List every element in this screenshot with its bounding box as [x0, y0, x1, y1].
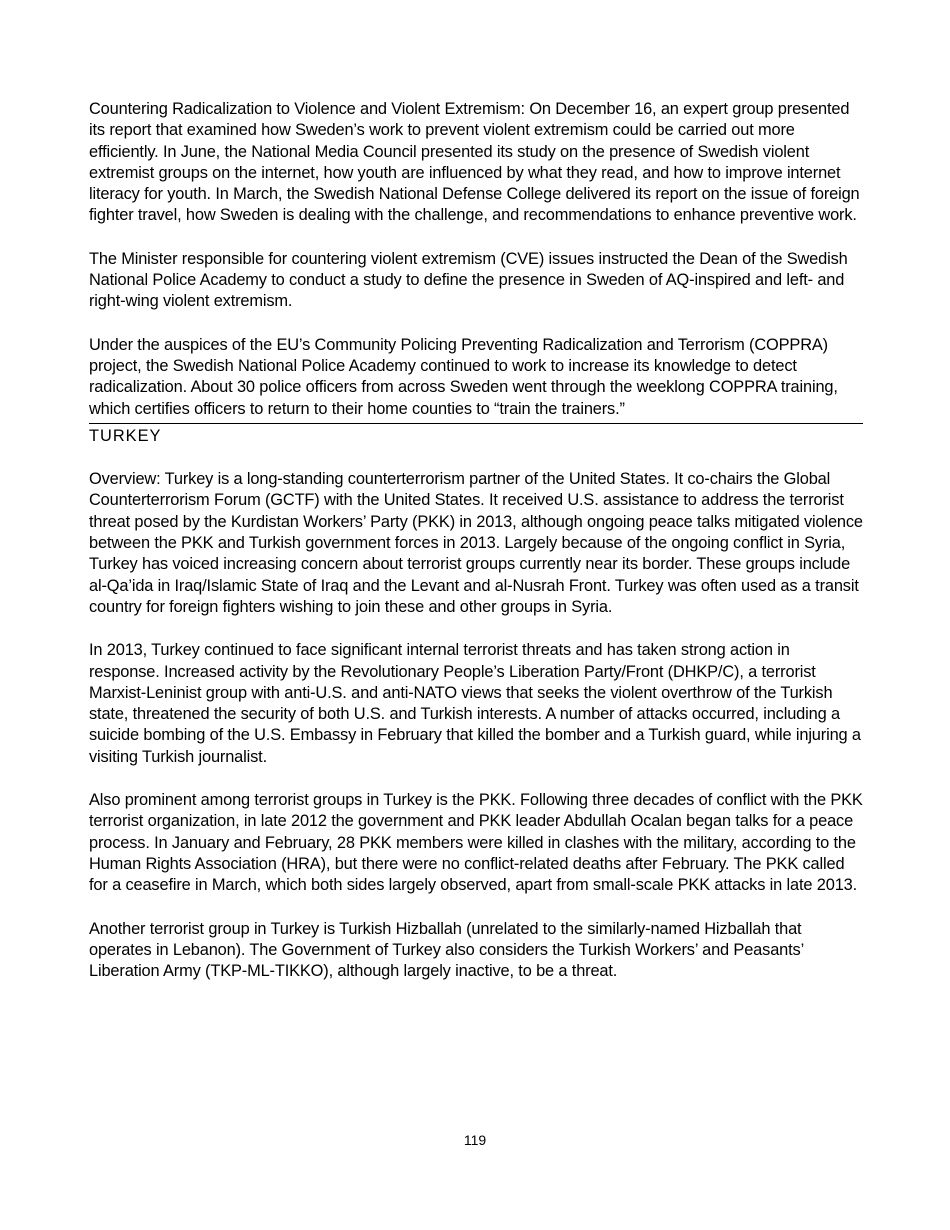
- page-number: 119: [463, 1132, 487, 1148]
- paragraph-turkey-overview: Overview: Turkey is a long-standing counterterrorism partner of the United States. It co-chairs the Global Counterterrorism Forum (GCTF) with the United States. It received U.S. assistance to address the terrorist threat posed by the Kurdistan Workers’ Party (PKK) in 2013, although ongoing peace talks mitigated violence between the PKK and Turkish government forces in 2013. Largely because of the ongoing conflict in Syria, Turkey has voiced increasing concern about terrorist groups currently near its border. These groups include al-Qa’ida in Iraq/Islamic State of Iraq and the Levant and al-Nusrah Front. Turkey was often used as a transit country for foreign fighters wishing to join these and other groups in Syria.: [89, 470, 863, 616]
- paragraph-turkey-pkk: Also prominent among terrorist groups in Turkey is the PKK. Following three decades of conflict with the PKK terrorist organization, in late 2012 the government and PKK leader Abdullah Ocalan began talks for a peace process. In January and February, 28 PKK members were killed in clashes with the military, according to the Human Rights Association (HRA), but there were no conflict-related deaths after February. The PKK called for a ceasefire in March, which both sides largely observed, apart from small-scale PKK attacks in late 2013.: [89, 791, 863, 895]
- paragraph-turkey-hizballah: Another terrorist group in Turkey is Turkish Hizballah (unrelated to the similarly-named Hizballah that operates in Lebanon). The Government of Turkey also considers the Turkish Workers’ and Peasants’ Liberation Army (TKP-ML-TIKKO), although largely inactive, to be a threat.: [89, 919, 804, 981]
- document-page: [89, 99, 863, 1004]
- section-divider: [89, 423, 863, 447]
- paragraph-countering-radicalization: Countering Radicalization to Violence and Violent Extremism: On December 16, an expert group presented its report that examined how Sweden’s work to prevent violent extremism could be carried out more efficiently. In June, the National Media Council presented its study on the presence of Swedish violent extremist groups on the internet, how youth are influenced by what they read, and how to improve internet literacy for youth. In March, the Swedish National Defense College delivered its report on the issue of foreign fighter travel, how Sweden is dealing with the challenge, and recommendations to enhance preventive work.: [89, 100, 860, 225]
- paragraph-coppra: Under the auspices of the EU’s Community Policing Preventing Radicalization and Terrorism (COPPRA) project, the Swedish National Police Academy continued to work to increase its knowledge to detect radicalization. About 30 police officers from across Sweden went through the weeklong COPPRA training, which certifies officers to return to their home counties to “train the trainers.”: [89, 335, 838, 418]
- paragraph-turkey-2013: In 2013, Turkey continued to face significant internal terrorist threats and has taken strong action in response. Increased activity by the Revolutionary People’s Liberation Party/Front (DHKP/C), a terrorist Marxist-Leninist group with anti-U.S. and anti-NATO views that seeks the violent overthrow of the Turkish state, threatened the security of both U.S. and Turkish interests. A number of attacks occurred, including a suicide bombing of the U.S. Embassy in February that killed the bomber and a Turkish guard, while injuring a visiting Turkish journalist.: [89, 641, 861, 766]
- section-heading-turkey: TURKEY: [89, 426, 162, 445]
- paragraph-cve-minister: The Minister responsible for countering violent extremism (CVE) issues instructed the Dean of the Swedish National Police Academy to conduct a study to define the presence in Sweden of AQ-inspired and left- and right-wing violent extremism.: [89, 249, 848, 311]
